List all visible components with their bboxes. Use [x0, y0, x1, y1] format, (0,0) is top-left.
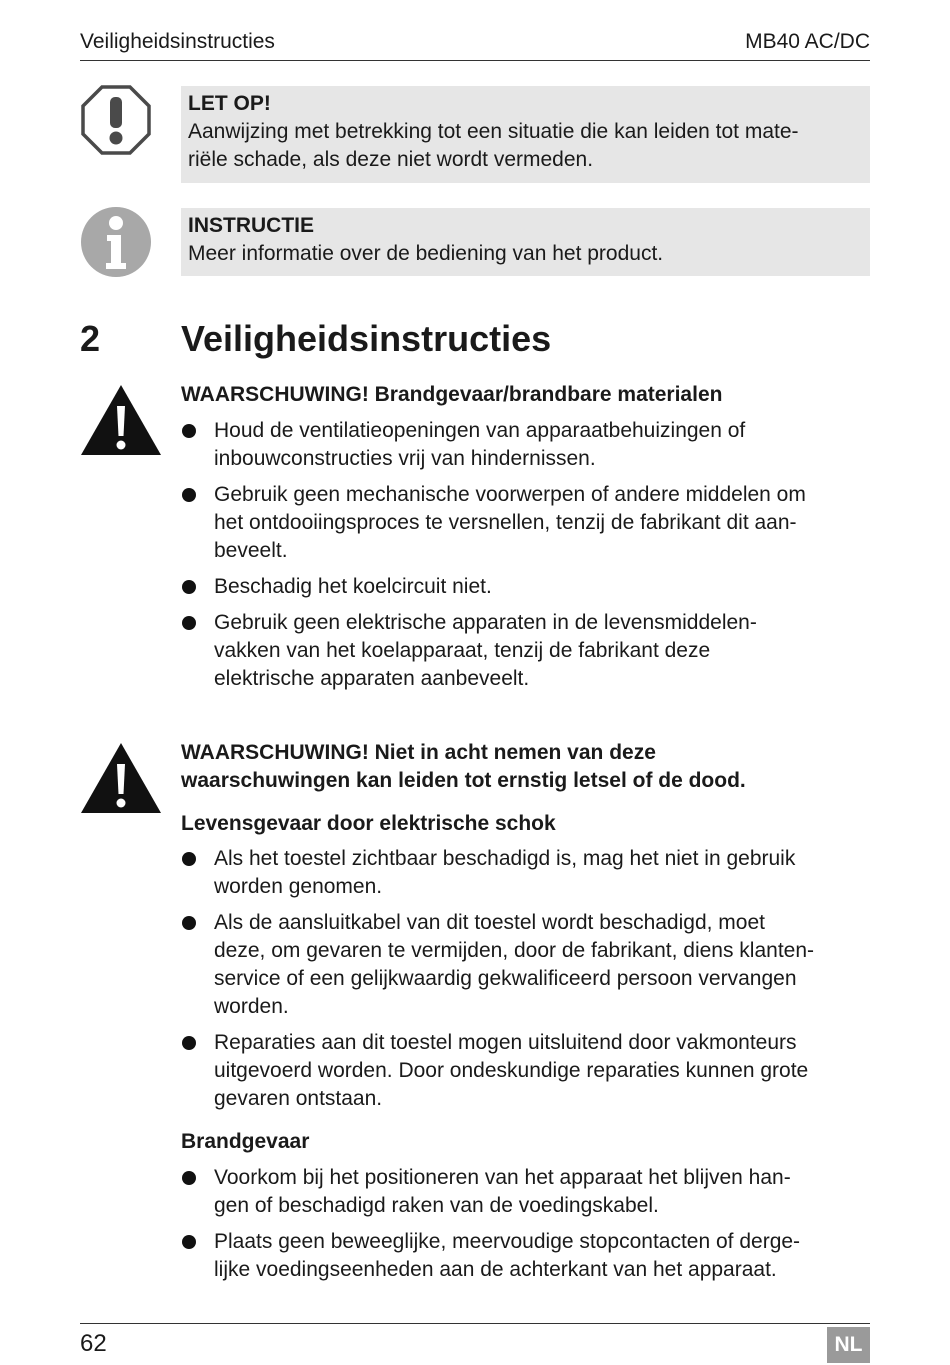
list-item-line: Houd de ventilatieopeningen van apparaatbehuizingen of — [214, 419, 746, 442]
octagon-exclamation-icon — [80, 84, 152, 156]
list-item-line: inbouwconstructies vrij van hindernissen. — [214, 447, 596, 470]
list-item-line: deze, om gevaren te vermijden, door de fabrikant, diens klanten- — [214, 939, 815, 962]
list-item-line: Gebruik geen elektrische apparaten in de levensmiddelen- — [214, 611, 757, 634]
list-item-line: Gebruik geen mechanische voorwerpen of andere middelen om — [214, 483, 806, 506]
header-model-name: MB40 AC/DC — [745, 30, 870, 53]
list-item-line: gevaren ontstaan. — [214, 1087, 383, 1110]
header-section-title: Veiligheidsinstructies — [80, 30, 275, 53]
notice-let-op — [181, 86, 870, 183]
header-divider — [80, 60, 870, 61]
list-item-line: worden. — [214, 995, 289, 1018]
warning1-list — [181, 417, 870, 701]
notice-let-op-title: LET OP! — [188, 92, 271, 115]
list-item-line: gen of beschadigd raken van de voedingskabel. — [214, 1194, 659, 1217]
list-item-line: vakken van het koelapparaat, tenzij de fabrikant deze — [214, 639, 711, 662]
list-item-line: worden genomen. — [214, 875, 383, 898]
list-item — [181, 1164, 870, 1220]
list-item-line: Als de aansluitkabel van dit toestel wordt beschadigd, moet — [214, 911, 765, 934]
notice-instructie-line: Meer informatie over de bediening van het product. — [188, 242, 664, 265]
list-item — [181, 609, 870, 693]
notice-let-op-line: Aanwijzing met betrekking tot een situatie die kan leiden tot mate- — [188, 120, 799, 143]
section-number: 2 — [80, 318, 101, 359]
warning1-title: WAARSCHUWING! Brandgevaar/brandbare materialen — [181, 383, 723, 406]
warning2-title-line: waarschuwingen kan leiden tot ernstig letsel of de dood. — [181, 769, 746, 792]
list-item-line: het ontdooiingsproces te versnellen, tenzij de fabrikant dit aan- — [214, 511, 797, 534]
list-item — [181, 481, 870, 565]
warning2-list-fire — [181, 1164, 870, 1292]
subheading-fire-hazard: Brandgevaar — [181, 1130, 310, 1153]
notice-let-op-line: riële schade, als deze niet wordt vermeden. — [188, 148, 594, 171]
notice-instructie — [181, 208, 870, 276]
list-item-line: Reparaties aan dit toestel mogen uitsluitend door vakmonteurs — [214, 1031, 797, 1054]
list-item — [181, 909, 870, 1021]
warning-triangle-icon — [80, 384, 162, 456]
list-item — [181, 1228, 870, 1284]
footer-divider — [80, 1323, 870, 1324]
language-badge: NL — [827, 1327, 870, 1363]
notice-instructie-title: INSTRUCTIE — [188, 214, 314, 237]
warning2-list-shock — [181, 845, 870, 1121]
list-item — [181, 573, 870, 601]
page-number: 62 — [80, 1330, 107, 1357]
list-item-line: Plaats geen beweeglijke, meervoudige stopcontacten of derge- — [214, 1230, 801, 1253]
list-item-line: Beschadig het koelcircuit niet. — [214, 575, 492, 598]
list-item-line: elektrische apparaten aanbeveelt. — [214, 667, 530, 690]
subheading-electric-shock: Levensgevaar door elektrische schok — [181, 812, 556, 835]
warning2-title-line: WAARSCHUWING! Niet in acht nemen van deze — [181, 741, 656, 764]
list-item-line: lijke voedingseenheden aan de achterkant van het apparaat. — [214, 1258, 777, 1281]
warning-triangle-icon — [80, 742, 162, 814]
list-item-line: Voorkom bij het positioneren van het apparaat het blijven han- — [214, 1166, 791, 1189]
list-item — [181, 1029, 870, 1113]
list-item-line: uitgevoerd worden. Door ondeskundige reparaties kunnen grote — [214, 1059, 809, 1082]
list-item — [181, 845, 870, 901]
warning2-title — [181, 739, 870, 795]
list-item-line: service of een gelijkwaardig gekwalificeerd persoon vervangen — [214, 967, 797, 990]
section-title: Veiligheidsinstructies — [181, 318, 552, 359]
list-item-line: Als het toestel zichtbaar beschadigd is, mag het niet in gebruik — [214, 847, 796, 870]
info-icon — [80, 206, 152, 278]
list-item — [181, 417, 870, 473]
list-item-line: beveelt. — [214, 539, 288, 562]
